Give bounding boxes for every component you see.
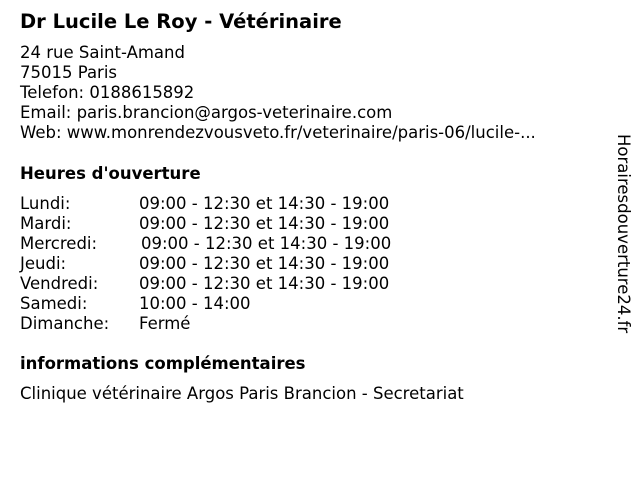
page-title: Dr Lucile Le Roy - Vétérinaire xyxy=(20,10,342,33)
time-range: Fermé xyxy=(139,314,191,333)
hours-row-wednesday xyxy=(20,234,440,254)
hours-row-tuesday xyxy=(20,214,440,234)
day-label: Jeudi: xyxy=(20,254,67,273)
hours-row-saturday xyxy=(20,294,440,314)
email-address: Email: paris.brancion@argos-veterinaire.com xyxy=(20,103,393,122)
day-label: Mercredi: xyxy=(20,234,98,253)
time-range: 09:00 - 12:30 et 14:30 - 19:00 xyxy=(139,214,390,233)
site-watermark: Horairesdouverture24.fr xyxy=(614,134,633,334)
opening-hours-heading: Heures d'ouverture xyxy=(20,164,201,183)
additional-info-heading: informations complémentaires xyxy=(20,354,306,373)
day-label: Dimanche: xyxy=(20,314,110,333)
day-label: Lundi: xyxy=(20,194,71,213)
time-range: 09:00 - 12:30 et 14:30 - 19:00 xyxy=(139,274,390,293)
address-city: 75015 Paris xyxy=(20,63,118,82)
time-range: 09:00 - 12:30 et 14:30 - 19:00 xyxy=(141,234,392,253)
opening-hours-table xyxy=(20,194,440,334)
time-range: 09:00 - 12:30 et 14:30 - 19:00 xyxy=(139,254,390,273)
hours-row-friday xyxy=(20,274,440,294)
additional-info-text: Clinique vétérinaire Argos Paris Brancion - Secretariat xyxy=(20,384,464,403)
time-range: 09:00 - 12:30 et 14:30 - 19:00 xyxy=(139,194,390,213)
address-street: 24 rue Saint-Amand xyxy=(20,43,185,62)
hours-row-thursday xyxy=(20,254,440,274)
time-range: 10:00 - 14:00 xyxy=(139,294,251,313)
website-url: Web: www.monrendezvousveto.fr/veterinaire/paris-06/lucile-... xyxy=(20,123,536,142)
hours-row-monday xyxy=(20,194,440,214)
hours-row-sunday xyxy=(20,314,440,334)
day-label: Samedi: xyxy=(20,294,88,313)
phone-number: Telefon: 0188615892 xyxy=(20,83,195,102)
day-label: Mardi: xyxy=(20,214,72,233)
contact-block xyxy=(20,43,536,143)
day-label: Vendredi: xyxy=(20,274,99,293)
